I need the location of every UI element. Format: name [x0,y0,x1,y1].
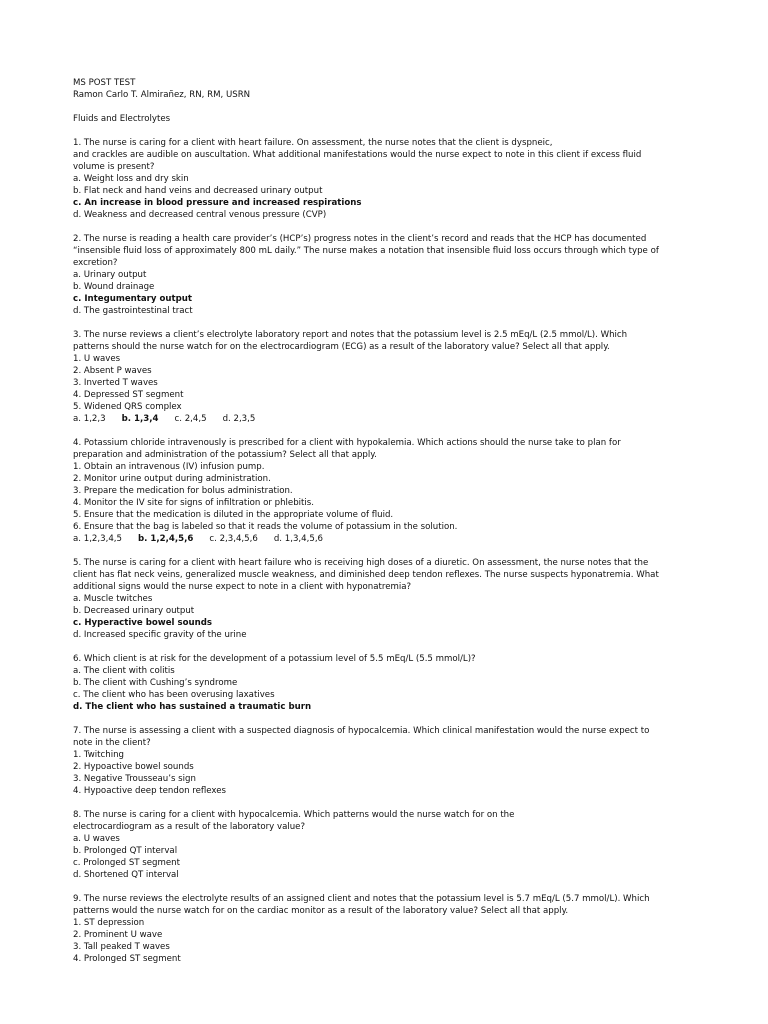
question-list [73,137,708,965]
answer-option: 4. Prolonged ST segment [73,954,181,964]
answer-option: b. The client with Cushing’s syndrome [73,678,238,688]
answer-option: 1. Obtain an intravenous (IV) infusion pump. [73,462,265,472]
question-block [73,893,708,965]
answer-option: 5. Ensure that the medication is diluted in the appropriate volume of fluid. [73,510,394,520]
answer-option: 1. U waves [73,354,121,364]
answer-option: b. Wound drainage [73,282,155,292]
question-stem-line: electrocardiogram as a result of the laboratory value? [73,822,306,832]
answer-option: 3. Tall peaked T waves [73,942,170,952]
answer-option: a. Weight loss and dry skin [73,174,189,184]
answer-option: b. Flat neck and hand veins and decreased urinary output [73,186,323,196]
question-stem-line: excretion? [73,258,118,268]
question-stem-line: 9. The nurse reviews the electrolyte results of an assigned client and notes that the potassium level is 5.7 mEq/L (5.7 mmol/L). Which [73,894,650,904]
answer-option: 3. Negative Trousseau’s sign [73,774,196,784]
answer-option: 1. Twitching [73,750,125,760]
question-stem-line: patterns should the nurse watch for on the electrocardiogram (ECG) as a result of the laboratory value? Select all that apply. [73,342,610,352]
answer-choices-row [73,533,708,545]
question-block [73,809,708,881]
question-block [73,137,708,221]
answer-option: a. U waves [73,834,120,844]
answer-option: 1. ST depression [73,918,145,928]
answer-option: c. Integumentary output [73,294,193,304]
question-block [73,557,708,641]
question-stem-line: 8. The nurse is caring for a client with hypocalcemia. Which patterns would the nurse watch for on the [73,810,515,820]
answer-choice: c. 2,4,5 [174,414,207,424]
answer-option: 2. Monitor urine output during administration. [73,474,271,484]
answer-choice: b. 1,3,4 [121,414,159,424]
answer-option: a. The client with colitis [73,666,175,676]
answer-choice: b. 1,2,4,5,6 [138,534,194,544]
section-heading: Fluids and Electrolytes [73,114,171,124]
answer-option: 6. Ensure that the bag is labeled so that it reads the volume of potassium in the solution. [73,522,458,532]
answer-option: b. Decreased urinary output [73,606,195,616]
question-stem-line: volume is present? [73,162,155,172]
answer-option: 2. Prominent U wave [73,930,163,940]
answer-choice: a. 1,2,3 [73,414,106,424]
answer-option: 5. Widened QRS complex [73,402,182,412]
answer-option: c. The client who has been overusing laxatives [73,690,275,700]
document-title: MS POST TEST [73,78,136,88]
answer-option: 2. Absent P waves [73,366,152,376]
document-author: Ramon Carlo T. Almirañez, RN, RM, USRN [73,90,251,100]
answer-choices-row [73,413,708,425]
answer-choice: c. 2,3,4,5,6 [209,534,258,544]
answer-option: 4. Monitor the IV site for signs of infiltration or phlebitis. [73,498,315,508]
answer-option: c. Prolonged ST segment [73,858,180,868]
question-stem-line: 7. The nurse is assessing a client with a suspected diagnosis of hypocalcemia. Which clinical manifestation would the nurse expect to [73,726,650,736]
question-stem-line: 3. The nurse reviews a client’s electrolyte laboratory report and notes that the potassium level is 2.5 mEq/L (2.5 mmol/L). Which [73,330,628,340]
answer-option: d. The gastrointestinal tract [73,306,193,316]
question-stem-line: 4. Potassium chloride intravenously is prescribed for a client with hypokalemia. Which actions should the nurse take to plan for [73,438,621,448]
question-stem-line: preparation and administration of the potassium? Select all that apply. [73,450,377,460]
question-block [73,725,708,797]
answer-choice: a. 1,2,3,4,5 [73,534,122,544]
question-stem-line: 1. The nurse is caring for a client with heart failure. On assessment, the nurse notes that the client is dyspneic, [73,138,553,148]
question-stem-line: 2. The nurse is reading a health care provider’s (HCP’s) progress notes in the client’s record and reads that the HCP has documented [73,234,647,244]
question-block [73,437,708,545]
answer-choice: d. 1,3,4,5,6 [273,534,324,544]
question-block [73,329,708,425]
question-stem-line: patterns would the nurse watch for on the cardiac monitor as a result of the laboratory value? Select all that apply. [73,906,569,916]
answer-option: d. Shortened QT interval [73,870,179,880]
answer-option: d. The client who has sustained a traumatic burn [73,702,312,712]
question-stem-line: note in the client? [73,738,151,748]
answer-option: c. An increase in blood pressure and increased respirations [73,198,362,208]
answer-choice: d. 2,3,5 [222,414,256,424]
answer-option: b. Prolonged QT interval [73,846,178,856]
answer-option: d. Weakness and decreased central venous pressure (CVP) [73,210,327,220]
answer-option: 4. Depressed ST segment [73,390,184,400]
answer-option: c. Hyperactive bowel sounds [73,618,213,628]
question-block [73,653,708,713]
answer-option: 3. Prepare the medication for bolus administration. [73,486,293,496]
answer-option: 4. Hypoactive deep tendon reflexes [73,786,227,796]
question-stem-line: “insensible fluid loss of approximately 800 mL daily.” The nurse makes a notation that insensible fluid loss occurs through which type of [73,246,659,256]
question-stem-line: 5. The nurse is caring for a client with heart failure who is receiving high doses of a diuretic. On assessment, the nurse notes that the [73,558,649,568]
question-stem-line: additional signs would the nurse expect to note in a client with hyponatremia? [73,582,412,592]
answer-option: 2. Hypoactive bowel sounds [73,762,194,772]
question-stem-line: 6. Which client is at risk for the development of a potassium level of 5.5 mEq/L (5.5 mmol/L)? [73,654,476,664]
answer-option: a. Muscle twitches [73,594,153,604]
answer-option: 3. Inverted T waves [73,378,158,388]
question-stem-line: and crackles are audible on auscultation. What additional manifestations would the nurse expect to note in this client if excess fluid [73,150,642,160]
answer-option: d. Increased specific gravity of the urine [73,630,247,640]
question-block [73,233,708,317]
answer-option: a. Urinary output [73,270,147,280]
question-stem-line: client has flat neck veins, generalized muscle weakness, and diminished deep tendon reflexes. The nurse suspects hyponatremia. What [73,570,659,580]
